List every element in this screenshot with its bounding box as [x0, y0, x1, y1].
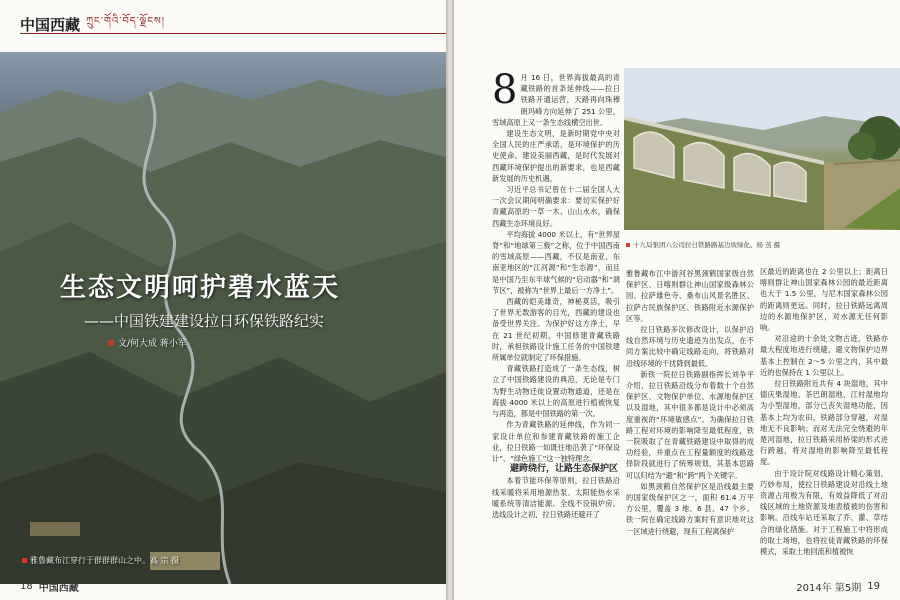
left-page-number: 18	[20, 581, 33, 592]
paragraph: 建设生态文明，是新时期党中央对全国人民的庄严承诺，是环境保护的历史使命。建设美丽西藏，是时代发展对西藏环境保护提出的新要求，也是西藏新发展的历史机遇。	[492, 129, 620, 183]
paragraph: 月 16 日，世界海拔最高的青藏铁路的首条延伸线——拉日铁路开通运营，天路再向珠穆朗玛峰方向延伸了 251 公里，雪域高原上又一条生态线横空出世。	[492, 73, 620, 127]
right-page-number: 19	[867, 581, 880, 592]
byline-marker	[108, 340, 114, 346]
hero-caption-text: 雅鲁藏布江穿行于群群群山之中。高 宗 摄	[30, 556, 180, 565]
right-folio	[796, 579, 880, 594]
text-column-3	[760, 266, 888, 557]
railway-photo-caption	[626, 240, 780, 249]
paragraph: 新铁一院拉日铁路副指挥长刘争平介绍，拉日铁路沿线分布着数十个自然保护区、文物保护单位、水源地保护区以及湿地，其中很多都是设计中必须高度重视的“环境敏感点”。为确保拉日铁路工程对环境的影响降至最低程度，铁一院吸取了在青藏铁路建设中取得的成功经验，并重点在工程量额度的线路选择阶段就进行了统筹规划，其基本思路可以归结为“避”和“跨”两个关键字。	[626, 369, 754, 480]
article-subtitle: ——中国铁建建设拉日环保铁路纪实	[84, 312, 325, 330]
right-page	[454, 0, 900, 600]
hero-photo-caption	[22, 555, 179, 566]
paragraph: 西藏的皑美雄奇，神秘莫活，吸引了世界无数游客的目光，西藏的建设也备受世界关注。为保护好这方净土，早在 21 世纪初期，中国修建青藏铁路时，承担铁路设计施工任务的中国铁建所属单位就制定了环保措施。	[492, 297, 620, 363]
railway-caption-text: 十九局集团六公司拉日铁路路基边坡绿化。杨 蒸 摄	[633, 241, 781, 249]
paragraph: 雅鲁藏布江中游河谷黑颈鹤国家级自然保护区、日喀则群让神山国家级森林公园、拉萨雄色寺、桑布山风景名胜区、拉萨古民族保护区、铁路附近水源保护区等。	[626, 269, 754, 323]
paragraph: 区最近的距离也在 2 公里以上；距离日喀则群让神山国家森林公园的最近距离也大于 1.5 公里，与尼木国家森林公园的距离则更远。同时，拉日铁路远离周边的水源地保护区，对水源无任何影响。	[760, 267, 888, 333]
paragraph: 对沿途的十余处文物古迹，铁路亦最大程度地进行绕避，避文物保护边界基本上控制在 2～5 公里之内，其中最近的也保持在 1 公里以上。	[760, 334, 888, 377]
paragraph: 如黑颈鹤自然保护区是沿线最主要的国家级保护区之一，面积 61.4 万平方公里，覆盖 3 地、6 县、47 个乡。铁一院在确定线路方案时有意识地对这一区域进行绕避，现有工程离保护	[626, 481, 754, 536]
issue-label: 2014年 第5期	[796, 583, 862, 594]
text-column-2	[626, 268, 754, 537]
byline-text: 文/何大成 蒋小军	[118, 339, 187, 349]
section-heading: 避跨绕行，让路生态保护区	[510, 464, 619, 475]
paragraph: 习近平总书记曾在十二届全国人大一次会议期间明确要求：要切实保护好青藏高原的一草一木、山山水水，确保西藏生态环境良好。	[492, 185, 620, 228]
paragraph: 由于设计院对线路设计精心策划，巧妙布局，使拉日铁路建设对沿线土地资源占用极为有限，有效益降低了对沿线区域的土地资源及地表植被的伤害和影响。沿线车站还采取了乔、灌、草结合的绿化措施。对于工程施工中将形成的取土场地，也将拉徒青藏铁路的环保模式，采取土地回流和植被恢	[760, 468, 888, 557]
paragraph: 拉日铁路附近共有 4 块湿地，其中德庆果湿地、茶巴朗湿地、江村湿地均为小型湿地，部分已丧失湿地功能，因基本上均为农田，铁路部分穿越，对湿地无不良影响；而对无法完全绕避的年楚河湿地，拉日铁路采用桥梁的形式进行跨越，将对湿地的影响降至最低程度。	[760, 379, 888, 467]
paragraph: 本着节能环保等原则，拉日铁路沿线采暖将采用地源热泵、太阳能热水采暖系统等清洁能源。全线不设锅炉房。选线设计之初，拉日铁路还避开了	[492, 476, 620, 519]
hero-photo	[0, 52, 446, 584]
article-byline	[108, 336, 187, 349]
left-page	[0, 0, 446, 600]
article-title: 生态文明呵护碧水蓝天	[60, 273, 341, 303]
magazine-tibetan-name: ཀྲུང་གོའི་བོད་ལྗོངས།	[86, 16, 165, 27]
paragraph: 青藏铁路打造成了一条生态线，树立了中国铁路建设的典范，无论是专门为野生动物迁徙设置动物通道，还是在海拔 4000 米以上的高原进行植被恢复与再造，都是中国铁路的第一次。	[492, 364, 620, 419]
railway-slope-photo	[624, 68, 900, 230]
magazine-name: 中国西藏	[20, 15, 81, 34]
paragraph: 拉日铁路多次修改设计，以保护沿线自然环境与历史遗迹为出发点，在不同方案比较中确定线路走向，将铁路对沿线环境的干扰降到最低。	[626, 325, 754, 368]
text-column-1	[492, 67, 620, 520]
header-rule	[20, 33, 446, 34]
opening-paragraph	[492, 67, 620, 128]
caption-marker	[626, 243, 630, 247]
dropcap: 8	[492, 67, 518, 113]
left-folio-magazine: 中国西藏	[38, 583, 79, 594]
left-folio	[20, 579, 79, 594]
paragraph: 作为青藏铁路的延伸线，作为同一家设计单位和参建青藏铁路的施工企业，拉日铁路一如既往地沿袭了“环保设计”、“绿色施工”这一独特理念。	[492, 420, 620, 463]
page-gutter	[446, 0, 454, 600]
paragraph: 平均海拔 4000 米以上，有“世界屋脊”和“地球第三极”之称，位于中国西南的雪域高原——西藏，不仅是南亚、东南亚地区的“江河源”和“生态源”，而且是中国乃至东半球气候的“启动器”和“调节区”，被称为“世界上最后一方净土”。	[492, 229, 620, 295]
caption-marker	[22, 558, 27, 563]
railway-embankment-illustration	[624, 68, 900, 230]
